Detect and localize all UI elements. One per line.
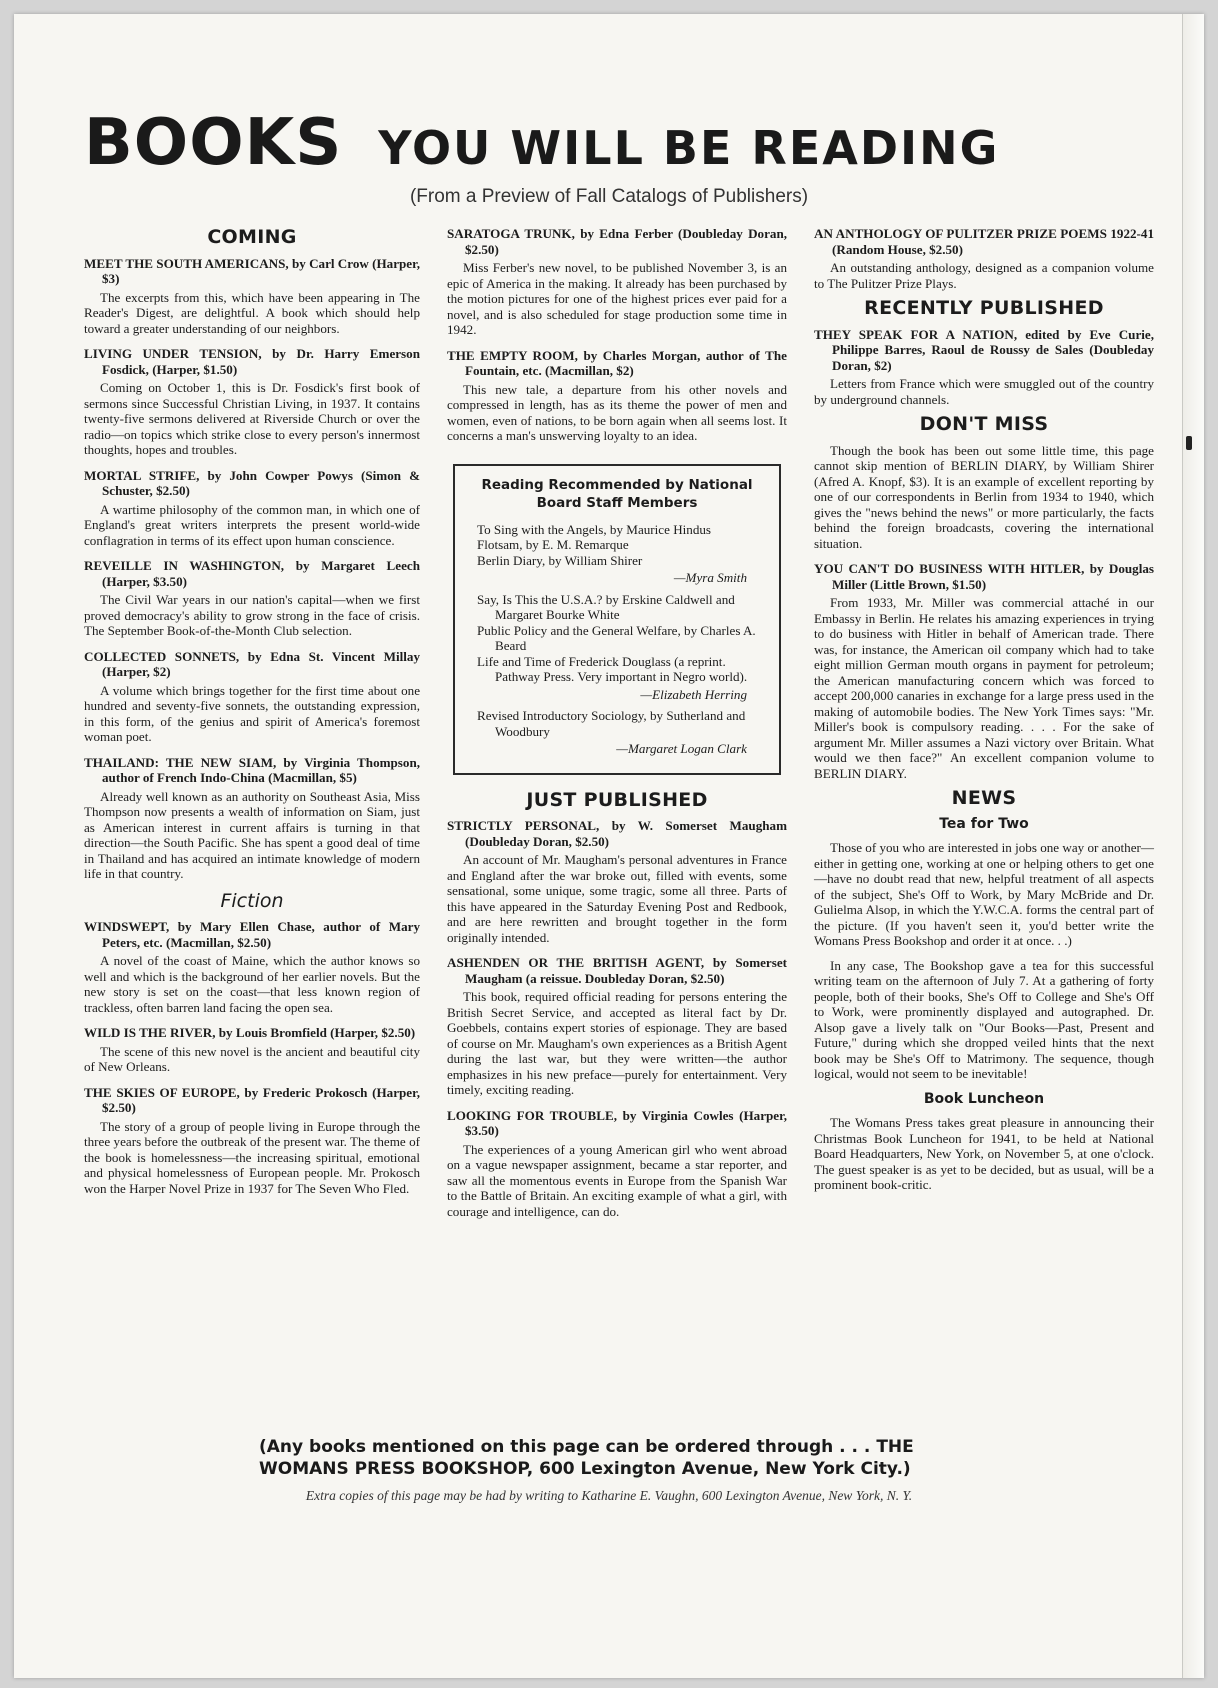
entry-heading: MEET THE SOUTH AMERICANS, by Carl Crow (Harper, $3): [84, 255, 420, 286]
entry-heading: YOU CAN'T DO BUSINESS WITH HITLER, by Douglas Miller (Little Brown, $1.50): [814, 561, 1154, 592]
book-entry: [84, 256, 420, 337]
recommendation: To Sing with the Angels, by Maurice Hindus: [477, 521, 712, 537]
section-news: NEWS: [951, 787, 1017, 809]
book-entry: [84, 468, 420, 549]
book-entry: [84, 1085, 420, 1197]
entry-body: Coming on October 1, this is Dr. Fosdick's first book of sermons since Successful Christian Living, in 1937. It contains twenty-five sermons delivered at Riverside Church or over the radio—on topics which strike close to every person's innermost thoughts, hopes and troubles.: [84, 380, 420, 457]
entry-heading: THAILAND: THE NEW SIAM, by Virginia Thompson, author of French Indo-China (Macmillan, $5): [84, 754, 420, 785]
recommendation: Berlin Diary, by William Shirer: [477, 552, 643, 568]
entry-body: A wartime philosophy of the common man, in which one of England's great writers interprets the present world-wide conflagration in terms of its effect upon human conscience.: [84, 501, 420, 548]
entry-body: From 1933, Mr. Miller was commercial attaché in our Embassy in Berlin. He relates his amazing experiences in trying to do business with Hitler in behalf of American trade. There was, for instance, the American oil company which had to take eight million German mouth organs in payment for petroleum; the American manufacturing concern which was forced to accept 200,000 canaries in exchange for a large press used in the making of automobile bodies. The New York Times says: "Mr. Miller's book is compulsory reading. . . . For the sake of argument Mr. Miller assumes a Nazi victory over Britain. What would we then face?" An excellent companion volume to BERLIN DIARY.: [814, 595, 1154, 781]
book-entry: [447, 226, 787, 338]
section-dont-miss: DON'T MISS: [919, 413, 1049, 435]
column-1: [84, 226, 420, 1206]
book-entry: [84, 649, 420, 745]
book-entry: [84, 755, 420, 882]
entry-body: The experiences of a young American girl who went abroad on a vague newspaper assignment, became a star reporter, and saw all the momentous events in Europe from the Spanish War to the Battle of Britain. An exciting example of what a girl, with courage and intelligence, can do.: [447, 1141, 787, 1219]
page-title: [84, 106, 1154, 186]
order-notice: [259, 1436, 1019, 1480]
recommender-signature: —Elizabeth Herring: [640, 686, 747, 702]
edge-mark: [1186, 436, 1192, 450]
book-entry: [84, 919, 420, 1015]
book-entry: [447, 818, 787, 945]
order-notice-line: WOMANS PRESS BOOKSHOP, 600 Lexington Avenue, New York City.): [259, 1459, 911, 1479]
recommender-signature: —Myra Smith: [673, 570, 747, 585]
book-entry: [84, 558, 420, 639]
recommendation: Public Policy and the General Welfare, by Charles A. Beard: [477, 622, 756, 653]
column-2: [447, 226, 787, 1229]
entry-body: An outstanding anthology, designed as a companion volume to The Pulitzer Prize Plays.: [814, 260, 1154, 291]
recommendation: Flotsam, by E. M. Remarque: [477, 537, 629, 552]
extra-copies-note: Extra copies of this page may be had by writing to Katharine E. Vaughn, 600 Lexington Avenue, New York, N. Y.: [305, 1488, 913, 1503]
entry-body: This new tale, a departure from his other novels and compressed in length, has as its theme the power of men and women, even of nations, to be born again when all seems lost. It concerns a man's unswerving loyalty to an idea.: [447, 381, 787, 443]
entry-heading: WINDSWEPT, by Mary Ellen Chase, author of Mary Peters, etc. (Macmillan, $2.50): [84, 919, 420, 950]
news-paragraph: In any case, The Bookshop gave a tea for this successful writing team on the afternoon of July 7. At a gathering of forty people, both of their books, She's Off to College and She's Off to Work, were prominently displayed and autographed. Dr. Alsop gave a lively talk on "Our Books—Past, Present and Future," during which she dropped veiled hints that the next book may be She's Off to Matrimony. The sequence, though logical, would not seem to be inevitable!: [814, 957, 1154, 1081]
box-title: Reading Recommended by National Board Staff Members: [481, 476, 753, 511]
order-notice-line: (Any books mentioned on this page can be ordered through . . . THE: [259, 1437, 914, 1457]
title-rest: YOU WILL BE READING: [378, 121, 1000, 175]
entry-body: Though the book has been out some little time, this page cannot skip mention of BERLIN DIARY, by William Shirer (Afred A. Knopf, $3). It is an example of excellent reporting by one of our correspondents in Berlin from 1934 to 1940, which gives the "news behind the news" or more particularly, the facts behind the foreign broadcasts, covering the international situation.: [814, 442, 1154, 551]
section-coming: COMING: [207, 226, 297, 248]
subsection-tea-for-two: Tea for Two: [939, 815, 1029, 832]
dont-miss-text: [814, 443, 1154, 552]
book-entry: [447, 955, 787, 1098]
entry-body: The Civil War years in our nation's capital—when we first proved democracy's ability to grow strong in the face of crisis. The September Book-of-the-Month Club selection.: [84, 592, 420, 638]
book-entry: [447, 1108, 787, 1220]
news-item: [814, 840, 1154, 1082]
magazine-page: [14, 14, 1204, 1678]
entry-heading: COLLECTED SONNETS, by Edna St. Vincent Millay (Harper, $2): [84, 648, 420, 679]
book-entry: [814, 561, 1154, 781]
entry-heading: STRICTLY PERSONAL, by W. Somerset Maugham (Doubleday Doran, $2.50): [447, 818, 787, 849]
entry-body: Already well known as an authority on Southeast Asia, Miss Thompson now presents a wealth of information on Siam, just as American interest in current affairs is turning in that direction—the South Pacific. She has spent a good deal of time in Thailand and has acquired an intimate knowledge of modern life in that country.: [84, 788, 420, 881]
entry-body: A novel of the coast of Maine, which the author knows so well and which is the background of her earlier novels. But the new story is set on the coast—that less known region of trackless, often barren land facing the open sea.: [84, 953, 420, 1015]
entry-heading: ASHENDEN OR THE BRITISH AGENT, by Somerset Maugham (a reissue. Doubleday Doran, $2.50): [447, 955, 787, 986]
entry-heading: THE SKIES OF EUROPE, by Frederic Prokosch (Harper, $2.50): [84, 1084, 420, 1115]
entry-heading: REVEILLE IN WASHINGTON, by Margaret Leech (Harper, $3.50): [84, 558, 420, 589]
subsection-book-luncheon: Book Luncheon: [923, 1090, 1045, 1107]
entry-heading: AN ANTHOLOGY OF PULITZER PRIZE POEMS 1922-41 (Random House, $2.50): [814, 226, 1154, 257]
entry-heading: THE EMPTY ROOM, by Charles Morgan, author of The Fountain, etc. (Macmillan, $2): [447, 347, 787, 378]
section-just-published: JUST PUBLISHED: [526, 788, 708, 811]
entry-heading: WILD IS THE RIVER, by Louis Bromfield (Harper, $2.50): [84, 1025, 416, 1040]
section-recently-published: RECENTLY PUBLISHED: [864, 297, 1104, 319]
entry-body: A volume which brings together for the first time about one hundred and seventy-five sonnets, the outstanding expression, in this form, of the genius and spirit of America's foremost woman poet.: [84, 682, 420, 744]
book-entry: [447, 348, 787, 444]
recommended-reading-box: [453, 464, 781, 775]
entry-body: The excerpts from this, which have been appearing in The Reader's Digest, are delightful. A book which should help toward a greater understanding of our neighbors.: [84, 289, 420, 336]
entry-heading: THEY SPEAK FOR A NATION, edited by Eve Curie, Philippe Barres, Raoul de Roussy de Sales (Doubleday Doran, $2): [814, 326, 1154, 373]
title-books: BOOKS: [84, 106, 343, 180]
book-entry: [84, 346, 420, 458]
entry-body: Miss Ferber's new novel, to be published November 3, is an epic of America in the making. It already has been purchased by the motion pictures for one of the highest prices ever paid for a novel, and is also scheduled for stage production some time in 1942.: [447, 260, 787, 337]
book-entry: [814, 327, 1154, 408]
recommendation: Revised Introductory Sociology, by Sutherland and Woodbury: [477, 708, 746, 739]
recommendation: Life and Time of Frederick Douglass (a reprint. Pathway Press. Very important in Negro world).: [477, 653, 748, 684]
entry-heading: LOOKING FOR TROUBLE, by Virginia Cowles (Harper, $3.50): [447, 1107, 787, 1138]
entry-body: The story of a group of people living in Europe through the three years before the outbreak of the present war. The theme of the book is homelessness—the increasing spiritual, emotional and physical homelessness of European people. Mr. Prokosch won the Harper Novel Prize in 1937 for The Seven Who Fled.: [84, 1118, 420, 1196]
news-item: [814, 1115, 1154, 1193]
recommendation: Say, Is This the U.S.A.? by Erskine Caldwell and Margaret Bourke White: [477, 591, 735, 622]
entry-body: The scene of this new novel is the ancient and beautiful city of New Orleans.: [84, 1043, 420, 1074]
book-entry: [84, 1025, 420, 1075]
entry-heading: MORTAL STRIFE, by John Cowper Powys (Simon & Schuster, $2.50): [84, 467, 420, 498]
news-paragraph: Those of you who are interested in jobs one way or another—either in getting one, working at one or helping others to get one—have no doubt read that new, helpful treatment of all aspects of the subject, She's Off to Work, by Mary McBride and Dr. Gulielma Alsop, in which the Y.W.C.A. forms the central part of the picture. (If you haven't seen it, you'd better write the Womans Press Bookshop and order it at once. . .): [814, 840, 1154, 948]
entry-heading: SARATOGA TRUNK, by Edna Ferber (Doubleday Doran, $2.50): [447, 226, 787, 257]
page-edge: [1182, 14, 1204, 1678]
book-entry: [814, 226, 1154, 291]
entry-body: This book, required official reading for persons entering the British Secret Service, and accepted as literal fact by Dr. Goebbels, contains expert stories of espionage. They are based of course on Mr. Maugham's own experiences as a British Agent during the last war, but they were written—the author emphasizes in his new preface—purely for entertainment. Very timely, exciting reading.: [447, 989, 787, 1097]
entry-body: Letters from France which were smuggled out of the country by underground channels.: [814, 376, 1154, 407]
page-subtitle: (From a Preview of Fall Catalogs of Publishers): [409, 186, 809, 207]
section-fiction: Fiction: [220, 889, 284, 912]
recommender-signature: —Margaret Logan Clark: [616, 741, 747, 756]
entry-body: An account of Mr. Maugham's personal adventures in France and England after the war broke out, filled with events, some sensational, some unique, some tragic, some all three. Parts of this have appeared in the Saturday Evening Post and Redbook, and are here rewritten and brought together in the form originally intended.: [447, 852, 787, 945]
entry-heading: LIVING UNDER TENSION, by Dr. Harry Emerson Fosdick, (Harper, $1.50): [84, 346, 420, 377]
column-3: [814, 226, 1154, 1203]
news-paragraph: The Womans Press takes great pleasure in announcing their Christmas Book Luncheon for 1941, to be held at National Board Headquarters, New York, on November 5, at one o'clock. The guest speaker is as yet to be decided, but as usual, will be a prominent book-critic.: [814, 1115, 1154, 1192]
